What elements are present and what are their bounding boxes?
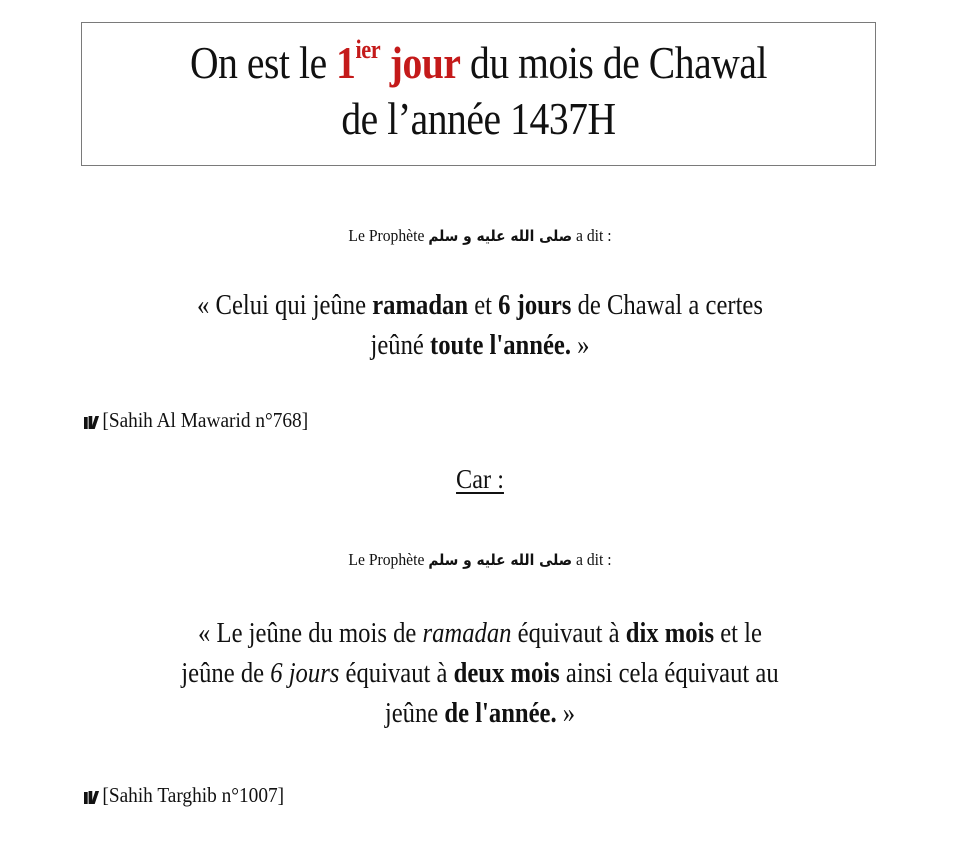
title-line-1: On est le $1^{ier}$ jour du mois de Chawal	[189, 35, 768, 88]
title-highlight: $1^{ier}$ jour	[336, 35, 461, 88]
books-icon	[84, 413, 97, 429]
hadith1-reference: [Sahih Al Mawarid n°768]	[84, 408, 308, 433]
title-box	[81, 22, 876, 166]
hadith2-reference: [Sahih Targhib n°1007]	[84, 783, 284, 808]
hadith2-quote: « Le jeûne du mois de ramadan équivaut à dix mois et le jeûne de 6 jours équivaut à deux mois ainsi cela équivaut au jeûne de l'année. »	[181, 618, 779, 729]
hadith1-intro: Le Prophète صلى الله عليه و سلم a dit :	[348, 226, 612, 245]
hadith2-intro: Le Prophète صلى الله عليه و سلم a dit :	[348, 550, 612, 569]
separator-heading: Car :	[456, 464, 504, 494]
books-icon	[84, 788, 97, 804]
hadith1-quote: « Celui qui jeûne ramadan et 6 jours de Chawal a certes jeûné toute l'année. »	[197, 290, 763, 361]
title-line-2: de l’année 1437H	[341, 93, 616, 144]
